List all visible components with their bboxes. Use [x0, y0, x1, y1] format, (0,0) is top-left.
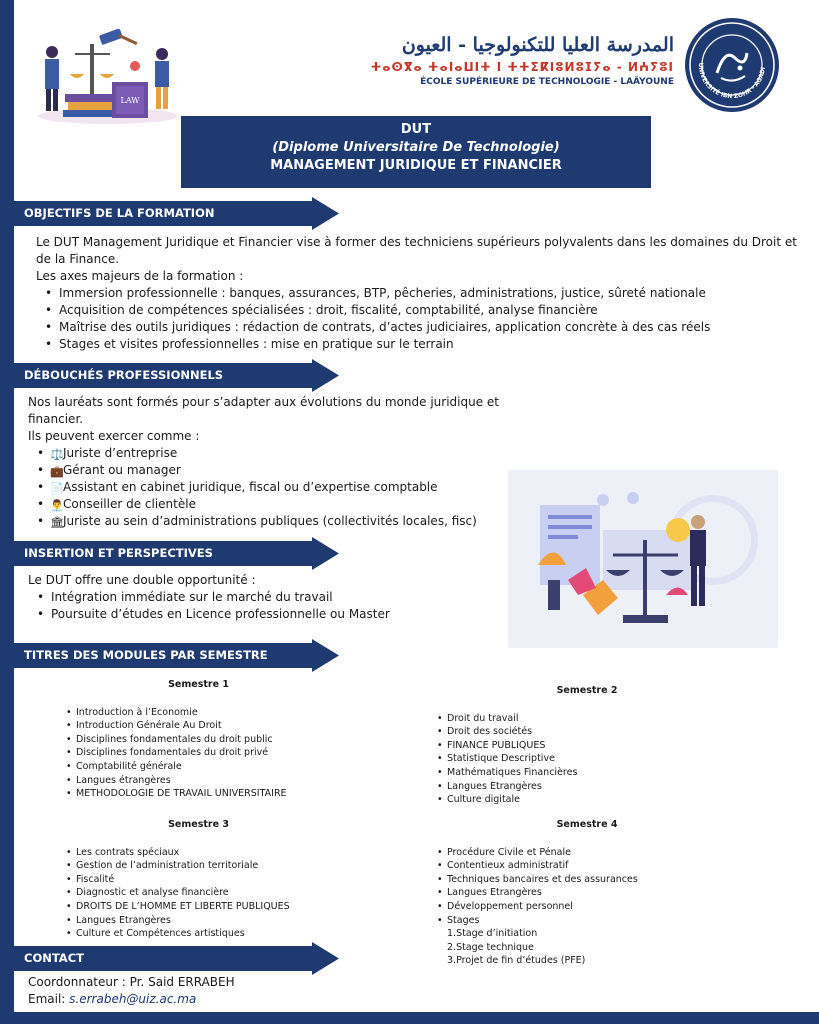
contact-content — [28, 974, 235, 1008]
semestre-4 — [437, 818, 737, 968]
school-name-arabic: المدرسة العليا للتكنولوجيا - العيون — [401, 34, 674, 56]
insertion-item: • Intégration immédiate sur le marché du travail — [37, 589, 508, 606]
debouches-label: Ils peuvent exercer comme : — [28, 429, 200, 443]
semestre-4-title: Semestre 4 — [556, 819, 618, 830]
module-item: • METHODOLOGIE DE TRAVAIL UNIVERSITAIRE — [66, 787, 331, 801]
module-item: • Langues Etrangères — [66, 914, 331, 928]
logo-text: UNIVERSITÉ IBN ZOHR - AGADI — [696, 62, 767, 101]
debouches-item — [37, 496, 508, 513]
scale-icon: • ⚖️ — [50, 448, 64, 461]
email-link[interactable]: s.errabeh@uiz.ac.ma — [69, 992, 197, 1006]
university-logo — [685, 18, 779, 112]
module-item: • Développement personnel — [437, 900, 737, 914]
stage-item: 1.Stage d’initiation — [447, 928, 538, 940]
section-header-contact — [14, 942, 339, 975]
module-item: • Gestion de l’administration territoriale — [66, 859, 331, 873]
debouches-intro: Nos lauréats sont formés pour s’adapter aux évolutions du monde juridique et financier. — [28, 395, 500, 426]
module-item: • Diagnostic et analyse financière — [66, 886, 331, 900]
objectifs-intro: Le DUT Management Juridique et Financier vise à former des techniciens supérieurs polyvalents dans les domaines du Droit et de la Finance. — [36, 235, 797, 266]
law-illustration — [30, 24, 180, 124]
document-icon: • 📄 — [50, 482, 64, 495]
debouches-content — [28, 394, 508, 530]
section-title-contact: CONTACT — [24, 951, 84, 965]
module-item: • DROITS DE L’HOMME ET LIBERTE PUBLIQUES — [66, 900, 331, 914]
module-item: • Disciplines fondamentales du droit public — [66, 733, 331, 747]
debouches-item — [37, 445, 508, 462]
semestre-2-title: Semestre 2 — [556, 685, 618, 696]
module-item: • Procédure Civile et Pénale — [437, 846, 737, 860]
module-item: • Langues étrangères — [66, 774, 331, 788]
debouches-item-text: Juriste d’entreprise — [63, 446, 178, 460]
insertion-content — [28, 572, 508, 623]
section-title-objectifs: OBJECTIFS DE LA FORMATION — [24, 206, 215, 220]
email-label: Email: — [28, 992, 70, 1006]
stage-item: 3.Projet de fin d’études (PFE) — [447, 955, 586, 967]
module-item: • Statistique Descriptive — [437, 752, 737, 766]
debouches-item — [37, 479, 508, 496]
objectifs-content — [36, 234, 806, 353]
semestre-2 — [437, 684, 737, 807]
module-item: • Comptabilité générale — [66, 760, 331, 774]
government-building-icon: • 🏛 — [50, 516, 64, 529]
title-box — [181, 116, 651, 188]
module-item: • Introduction à l’Economie — [66, 706, 331, 720]
section-title-modules: TITRES DES MODULES PAR SEMESTRE — [24, 648, 268, 662]
module-item: • FINANCE PUBLIQUES — [437, 739, 737, 753]
advisor-icon: • 👨‍💼 — [50, 499, 64, 512]
module-item: • Mathématiques Financières — [437, 766, 737, 780]
debouches-item — [37, 513, 508, 530]
title-line-3: MANAGEMENT JURIDIQUE ET FINANCIER — [270, 158, 562, 173]
module-item: • Culture digitale — [437, 793, 737, 807]
bottom-accent-bar — [0, 1012, 819, 1024]
contact-email-line — [28, 991, 235, 1008]
objectifs-item: • Stages et visites professionnelles : mise en pratique sur le terrain — [45, 336, 806, 353]
module-item: • Contentieux administratif — [437, 859, 737, 873]
module-item: • Fiscalité — [66, 873, 331, 887]
briefcase-icon: • 💼 — [50, 465, 64, 478]
school-name-french: ÉCOLE SUPÉRIEURE DE TECHNOLOGIE - LAÂYOUNE — [420, 77, 674, 87]
section-header-modules — [14, 639, 339, 672]
title-line-1: DUT — [400, 122, 432, 137]
debouches-item — [37, 462, 508, 479]
school-name-tifinagh: ⵜⴰⵙⴳⴰ ⵜⴰⵏⴰⵡⵏⵜ ⵏ ⵜⵜⵉⴽⵏⵓⵍⵓⵊⵢⴰ - ⵍⵄⵢⵓⵏ — [370, 60, 674, 74]
module-item: • Techniques bancaires et des assurances — [437, 873, 737, 887]
section-header-objectifs — [14, 197, 339, 230]
school-name-block — [371, 34, 674, 87]
module-item: • Disciplines fondamentales du droit privé — [66, 746, 331, 760]
semestre-3 — [66, 818, 331, 941]
book-label: LAW — [120, 96, 140, 105]
objectifs-item: • Acquisition de compétences spécialisées : droit, fiscalité, comptabilité, analyse financière — [45, 302, 806, 319]
semestre-3-title: Semestre 3 — [168, 819, 229, 830]
left-accent-bar — [0, 0, 14, 1024]
debouches-item-text: Juriste au sein d’administrations publiques (collectivités locales, fisc) — [63, 514, 477, 528]
section-title-insertion: INSERTION ET PERSPECTIVES — [24, 546, 213, 560]
module-item: • Les contrats spéciaux — [66, 846, 331, 860]
debouches-item-text: Gérant ou manager — [63, 463, 181, 477]
semestre-1-title: Semestre 1 — [168, 679, 229, 690]
contact-coordinator: Coordonnateur : Pr. Said ERRABEH — [28, 975, 235, 989]
semestre-1 — [66, 678, 331, 801]
objectifs-axes-label: Les axes majeurs de la formation : — [36, 269, 244, 283]
debouches-item-text: Conseiller de clientèle — [63, 497, 196, 511]
workplace-illustration — [508, 470, 778, 648]
stage-item: 2.Stage technique — [447, 941, 534, 953]
objectifs-item: • Immersion professionnelle : banques, assurances, BTP, pêcheries, administrations, justice, sûreté nationale — [45, 285, 806, 302]
insertion-item: • Poursuite d’études en Licence professionnelle ou Master — [37, 606, 508, 623]
module-item: • Langues Etrangères — [437, 780, 737, 794]
insertion-intro: Le DUT offre une double opportunité : — [28, 573, 256, 587]
section-header-debouches — [14, 359, 339, 392]
module-item: • Droit des sociétés — [437, 725, 737, 739]
debouches-item-text: Assistant en cabinet juridique, fiscal ou d’expertise comptable — [63, 480, 438, 494]
module-item: • Langues Etrangères — [437, 886, 737, 900]
objectifs-item: • Maîtrise des outils juridiques : rédaction de contrats, d’actes judiciaires, application concrète à des cas réels — [45, 319, 806, 336]
section-header-insertion — [14, 537, 339, 570]
title-line-2: (Diplome Universitaire De Technologie) — [272, 140, 560, 155]
module-item: • Stages — [437, 914, 737, 928]
module-item: • Droit du travail — [437, 712, 737, 726]
module-item: • Introduction Générale Au Droit — [66, 719, 331, 733]
section-title-debouches: DÉBOUCHÉS PROFESSIONNELS — [24, 368, 224, 382]
module-item: • Culture et Compétences artistiques — [66, 927, 331, 941]
